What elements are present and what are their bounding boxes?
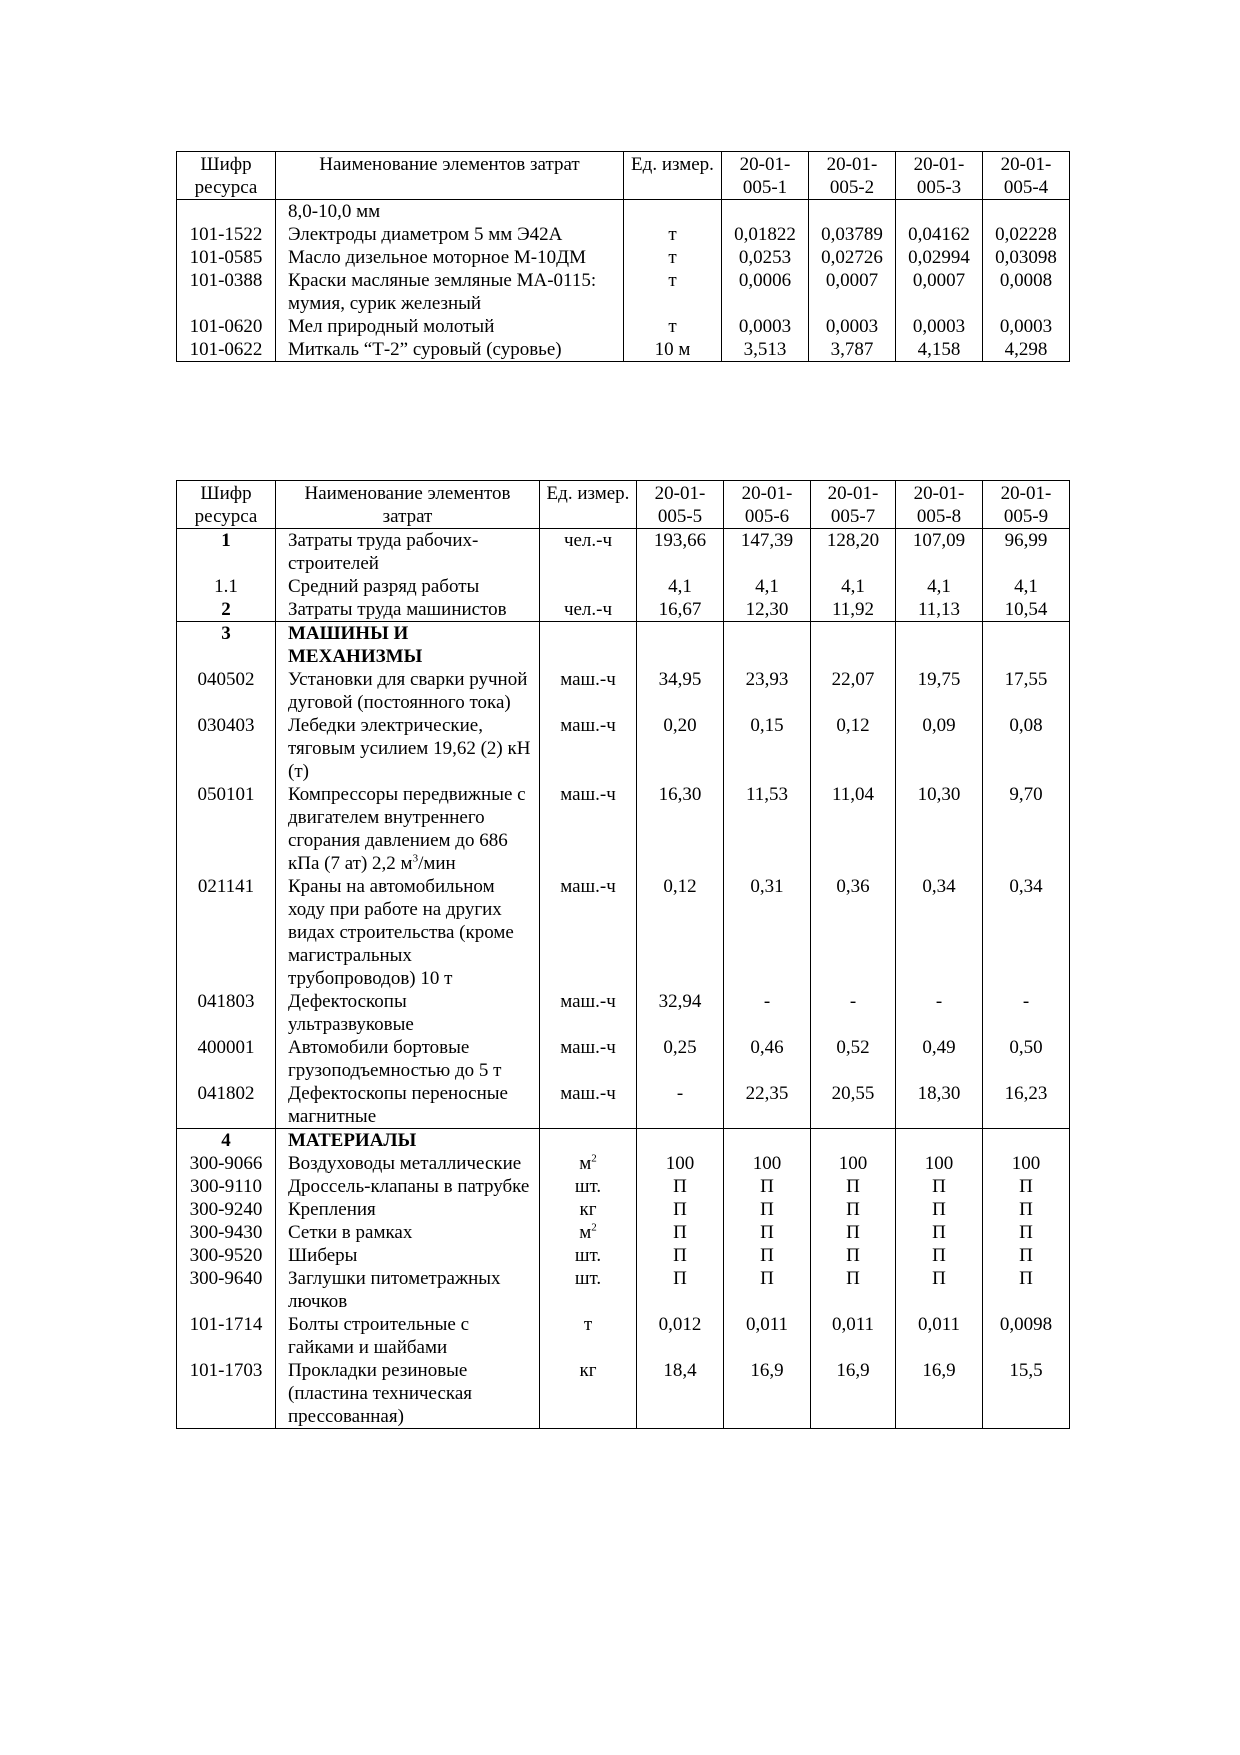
row-value: П bbox=[811, 1175, 896, 1198]
row-value: П bbox=[637, 1198, 724, 1221]
row-value: П bbox=[983, 1221, 1070, 1244]
row-value: 11,53 bbox=[724, 783, 811, 875]
row-name: Установки для сварки ручной дуговой (постоянного тока) bbox=[276, 668, 540, 714]
header-col-3: 20-01-005-3 bbox=[896, 152, 983, 200]
row-unit: кг bbox=[540, 1359, 637, 1429]
row-value: П bbox=[983, 1267, 1070, 1313]
row-name: Прокладки резиновые (пластина техническая прессованная) bbox=[276, 1359, 540, 1429]
row-value: П bbox=[637, 1267, 724, 1313]
row-name: Краны на автомобильном ходу при работе на других видах строительства (кроме магистральных трубопроводов) 10 т bbox=[276, 875, 540, 990]
row-name: Краски масляные земляные МА-0115: мумия, сурик железный bbox=[276, 269, 624, 315]
row-value: 16,9 bbox=[724, 1359, 811, 1429]
row-value: 22,07 bbox=[811, 668, 896, 714]
row-name: Автомобили бортовые грузоподъемностью до 5 т bbox=[276, 1036, 540, 1082]
row-value: 0,52 bbox=[811, 1036, 896, 1082]
row-unit: чел.-ч bbox=[540, 529, 637, 576]
row-value: 107,09 bbox=[896, 529, 983, 576]
row-value: 0,12 bbox=[637, 875, 724, 990]
row-value bbox=[896, 622, 983, 669]
row-value: 0,34 bbox=[983, 875, 1070, 990]
row-value: 18,30 bbox=[896, 1082, 983, 1129]
row-value: 0,25 bbox=[637, 1036, 724, 1082]
row-value: П bbox=[724, 1175, 811, 1198]
row-value: 10,30 bbox=[896, 783, 983, 875]
row-code: 300-9110 bbox=[177, 1175, 276, 1198]
row-code: 040502 bbox=[177, 668, 276, 714]
row-value: - bbox=[724, 990, 811, 1036]
header-name: Наименование элементов затрат bbox=[276, 152, 624, 200]
row-value: 4,1 bbox=[896, 575, 983, 598]
row-value: 0,08 bbox=[983, 714, 1070, 783]
header-col-9: 20-01-005-9 bbox=[983, 481, 1070, 529]
row-value: 4,1 bbox=[983, 575, 1070, 598]
row-value: 0,0003 bbox=[896, 315, 983, 338]
row-value: 0,0003 bbox=[722, 315, 809, 338]
table-row bbox=[177, 1313, 1070, 1359]
row-value: П bbox=[896, 1267, 983, 1313]
row-unit: чел.-ч bbox=[540, 598, 637, 622]
table-row bbox=[177, 1244, 1070, 1267]
row-value: 3,787 bbox=[809, 338, 896, 362]
header-code: Шифр ресурса bbox=[177, 481, 276, 529]
table-row bbox=[177, 1359, 1070, 1429]
row-unit: т bbox=[624, 315, 722, 338]
row-value: 23,93 bbox=[724, 668, 811, 714]
table-row bbox=[177, 269, 1070, 315]
row-value: - bbox=[896, 990, 983, 1036]
row-name: Дефектоскопы переносные магнитные bbox=[276, 1082, 540, 1129]
row-value: 0,20 bbox=[637, 714, 724, 783]
row-name bbox=[276, 783, 540, 875]
row-code: 101-0620 bbox=[177, 315, 276, 338]
row-value: П bbox=[637, 1221, 724, 1244]
row-name: Электроды диаметром 5 мм Э42А bbox=[276, 223, 624, 246]
row-value: 4,298 bbox=[983, 338, 1070, 362]
table-row bbox=[177, 315, 1070, 338]
row-value: 4,1 bbox=[811, 575, 896, 598]
row-value: П bbox=[811, 1221, 896, 1244]
row-value bbox=[811, 622, 896, 669]
row-value: 0,01822 bbox=[722, 223, 809, 246]
row-code: 050101 bbox=[177, 783, 276, 875]
row-value: 17,55 bbox=[983, 668, 1070, 714]
row-value: 0,0003 bbox=[809, 315, 896, 338]
row-value: П bbox=[896, 1244, 983, 1267]
row-value: 4,1 bbox=[637, 575, 724, 598]
row-unit: шт. bbox=[540, 1244, 637, 1267]
row-name: Сетки в рамках bbox=[276, 1221, 540, 1244]
row-code: 3 bbox=[177, 622, 276, 669]
row-code: 101-1522 bbox=[177, 223, 276, 246]
row-name-text: /мин bbox=[418, 853, 456, 874]
header-col-2: 20-01-005-2 bbox=[809, 152, 896, 200]
row-value: 0,011 bbox=[811, 1313, 896, 1359]
row-value: П bbox=[637, 1244, 724, 1267]
row-name: Дефектоскопы ультразвуковые bbox=[276, 990, 540, 1036]
row-value: 11,13 bbox=[896, 598, 983, 622]
row-unit: маш.-ч bbox=[540, 668, 637, 714]
row-name: Лебедки электрические, тяговым усилием 19,62 (2) кН (т) bbox=[276, 714, 540, 783]
row-value: 32,94 bbox=[637, 990, 724, 1036]
row-value: П bbox=[896, 1198, 983, 1221]
row-value: 96,99 bbox=[983, 529, 1070, 576]
table-row bbox=[177, 598, 1070, 622]
row-value: 100 bbox=[724, 1152, 811, 1175]
header-name: Наименование элементов затрат bbox=[276, 481, 540, 529]
row-name: Воздуховоды металлические bbox=[276, 1152, 540, 1175]
table-row bbox=[177, 1267, 1070, 1313]
row-unit: маш.-ч bbox=[540, 875, 637, 990]
row-value: 0,34 bbox=[896, 875, 983, 990]
row-value bbox=[637, 622, 724, 669]
row-value: 12,30 bbox=[724, 598, 811, 622]
row-value: 100 bbox=[637, 1152, 724, 1175]
row-value: 0,03789 bbox=[809, 223, 896, 246]
row-value: 0,36 bbox=[811, 875, 896, 990]
resource-table-2 bbox=[176, 480, 1070, 1429]
row-value: 0,0098 bbox=[983, 1313, 1070, 1359]
table-row bbox=[177, 990, 1070, 1036]
row-name: Заглушки питометражных лючков bbox=[276, 1267, 540, 1313]
table-row bbox=[177, 622, 1070, 669]
row-name: Затраты труда машинистов bbox=[276, 598, 540, 622]
row-code: 4 bbox=[177, 1129, 276, 1153]
row-value: 0,12 bbox=[811, 714, 896, 783]
row-value: 0,0006 bbox=[722, 269, 809, 315]
row-code: 1 bbox=[177, 529, 276, 576]
table-row bbox=[177, 783, 1070, 875]
row-value: 0,50 bbox=[983, 1036, 1070, 1082]
table-row bbox=[177, 200, 1070, 224]
row-value: 147,39 bbox=[724, 529, 811, 576]
row-value: 4,158 bbox=[896, 338, 983, 362]
table-row bbox=[177, 246, 1070, 269]
row-value bbox=[983, 1129, 1070, 1153]
row-value: П bbox=[811, 1267, 896, 1313]
row-value: 0,011 bbox=[896, 1313, 983, 1359]
row-unit: маш.-ч bbox=[540, 1082, 637, 1129]
row-value: 100 bbox=[896, 1152, 983, 1175]
row-name: МАШИНЫ И МЕХАНИЗМЫ bbox=[276, 622, 540, 669]
table-row bbox=[177, 1175, 1070, 1198]
row-code: 300-9240 bbox=[177, 1198, 276, 1221]
row-code: 101-1714 bbox=[177, 1313, 276, 1359]
row-code: 101-0622 bbox=[177, 338, 276, 362]
row-unit-text: м bbox=[579, 1153, 592, 1174]
header-col-1: 20-01-005-1 bbox=[722, 152, 809, 200]
row-value: - bbox=[983, 990, 1070, 1036]
row-value: 100 bbox=[811, 1152, 896, 1175]
header-col-4: 20-01-005-4 bbox=[983, 152, 1070, 200]
table-row bbox=[177, 575, 1070, 598]
row-value: 11,92 bbox=[811, 598, 896, 622]
row-unit: шт. bbox=[540, 1175, 637, 1198]
header-col-6: 20-01-005-6 bbox=[724, 481, 811, 529]
row-value: 0,03098 bbox=[983, 246, 1070, 269]
row-value: 128,20 bbox=[811, 529, 896, 576]
row-value: 0,04162 bbox=[896, 223, 983, 246]
row-unit: кг bbox=[540, 1198, 637, 1221]
row-code: 1.1 bbox=[177, 575, 276, 598]
row-value: 3,513 bbox=[722, 338, 809, 362]
row-name: Шиберы bbox=[276, 1244, 540, 1267]
row-value: П bbox=[983, 1198, 1070, 1221]
row-value: - bbox=[811, 990, 896, 1036]
row-value: 16,23 bbox=[983, 1082, 1070, 1129]
row-value bbox=[811, 1129, 896, 1153]
row-unit bbox=[540, 1129, 637, 1153]
row-value: 0,31 bbox=[724, 875, 811, 990]
table-row bbox=[177, 1129, 1070, 1153]
row-unit-text: м bbox=[579, 1222, 592, 1243]
row-unit bbox=[540, 575, 637, 598]
row-value: 0,0008 bbox=[983, 269, 1070, 315]
row-value: 0,012 bbox=[637, 1313, 724, 1359]
table-row bbox=[177, 1152, 1070, 1175]
row-value: 9,70 bbox=[983, 783, 1070, 875]
table-row bbox=[177, 529, 1070, 576]
row-code: 041802 bbox=[177, 1082, 276, 1129]
row-value: 193,66 bbox=[637, 529, 724, 576]
row-name: Миткаль “Т-2” суровый (суровье) bbox=[276, 338, 624, 362]
row-value: 0,46 bbox=[724, 1036, 811, 1082]
row-value: П bbox=[724, 1267, 811, 1313]
row-unit: т bbox=[624, 246, 722, 269]
header-col-7: 20-01-005-7 bbox=[811, 481, 896, 529]
row-unit bbox=[540, 622, 637, 669]
row-unit: маш.-ч bbox=[540, 990, 637, 1036]
resource-table-1 bbox=[176, 151, 1070, 362]
table-row bbox=[177, 1036, 1070, 1082]
header-unit: Ед. измер. bbox=[540, 481, 637, 529]
table-row bbox=[177, 1198, 1070, 1221]
row-unit bbox=[540, 1221, 637, 1244]
row-name: Мел природный молотый bbox=[276, 315, 624, 338]
row-unit-superscript: 2 bbox=[591, 1152, 597, 1165]
table-header-row bbox=[177, 152, 1070, 200]
table-row bbox=[177, 1221, 1070, 1244]
row-value: 0,02994 bbox=[896, 246, 983, 269]
row-value: 4,1 bbox=[724, 575, 811, 598]
row-value: П bbox=[983, 1244, 1070, 1267]
row-code: 300-9520 bbox=[177, 1244, 276, 1267]
row-value: П bbox=[637, 1175, 724, 1198]
row-value bbox=[637, 1129, 724, 1153]
row-value: 18,4 bbox=[637, 1359, 724, 1429]
row-value: 10,54 bbox=[983, 598, 1070, 622]
row-code: 400001 bbox=[177, 1036, 276, 1082]
row-value: 0,0007 bbox=[896, 269, 983, 315]
row-value: 16,9 bbox=[896, 1359, 983, 1429]
row-name: МАТЕРИАЛЫ bbox=[276, 1129, 540, 1153]
row-code: 030403 bbox=[177, 714, 276, 783]
table-row bbox=[177, 875, 1070, 990]
row-value: 15,5 bbox=[983, 1359, 1070, 1429]
table-row bbox=[177, 338, 1070, 362]
row-value: 19,75 bbox=[896, 668, 983, 714]
header-col-5: 20-01-005-5 bbox=[637, 481, 724, 529]
row-name: Крепления bbox=[276, 1198, 540, 1221]
row-unit: т bbox=[624, 269, 722, 315]
row-value bbox=[724, 1129, 811, 1153]
row-name-text: Компрессоры передвижные с двигателем внутреннего сгорания давлением до 686 кПа (7 ат) 2,2 м bbox=[288, 784, 526, 874]
row-value bbox=[724, 622, 811, 669]
row-value: 0,49 bbox=[896, 1036, 983, 1082]
row-value: 34,95 bbox=[637, 668, 724, 714]
row-unit: шт. bbox=[540, 1267, 637, 1313]
row-value: П bbox=[896, 1175, 983, 1198]
row-code: 101-1703 bbox=[177, 1359, 276, 1429]
row-value: 0,02726 bbox=[809, 246, 896, 269]
table-row bbox=[177, 714, 1070, 783]
row-unit: маш.-ч bbox=[540, 1036, 637, 1082]
row-value: 100 bbox=[983, 1152, 1070, 1175]
row-unit bbox=[540, 1152, 637, 1175]
table-row bbox=[177, 223, 1070, 246]
row-value: 22,35 bbox=[724, 1082, 811, 1129]
row-code: 300-9640 bbox=[177, 1267, 276, 1313]
table-header-row bbox=[177, 481, 1070, 529]
row-value: 0,0007 bbox=[809, 269, 896, 315]
row-name: Масло дизельное моторное М-10ДМ bbox=[276, 246, 624, 269]
row-value: П bbox=[724, 1244, 811, 1267]
row-value: 0,0003 bbox=[983, 315, 1070, 338]
row-name-superscript: 3 bbox=[412, 852, 419, 865]
table-row bbox=[177, 668, 1070, 714]
row-code: 021141 bbox=[177, 875, 276, 990]
row-value: - bbox=[637, 1082, 724, 1129]
row-value: 16,9 bbox=[811, 1359, 896, 1429]
row-unit: маш.-ч bbox=[540, 783, 637, 875]
header-unit: Ед. измер. bbox=[624, 152, 722, 200]
row-code: 2 bbox=[177, 598, 276, 622]
row-value: 0,02228 bbox=[983, 223, 1070, 246]
row-code: 300-9430 bbox=[177, 1221, 276, 1244]
header-code: Шифр ресурса bbox=[177, 152, 276, 200]
table-row bbox=[177, 1082, 1070, 1129]
row-value: 16,67 bbox=[637, 598, 724, 622]
row-code: 101-0585 bbox=[177, 246, 276, 269]
row-value bbox=[983, 622, 1070, 669]
row-value bbox=[896, 1129, 983, 1153]
row-name: Средний разряд работы bbox=[276, 575, 540, 598]
row-name: Затраты труда рабочих-строителей bbox=[276, 529, 540, 576]
row-value: П bbox=[724, 1221, 811, 1244]
row-code: 300-9066 bbox=[177, 1152, 276, 1175]
header-col-8: 20-01-005-8 bbox=[896, 481, 983, 529]
row-name: Болты строительные с гайками и шайбами bbox=[276, 1313, 540, 1359]
row-unit: т bbox=[624, 223, 722, 246]
row-unit-superscript: 2 bbox=[591, 1221, 597, 1234]
row-code: 041803 bbox=[177, 990, 276, 1036]
row-value: 0,0253 bbox=[722, 246, 809, 269]
row-unit: 10 м bbox=[624, 338, 722, 362]
row-value: 16,30 bbox=[637, 783, 724, 875]
row-value: П bbox=[811, 1244, 896, 1267]
row-value: 0,15 bbox=[724, 714, 811, 783]
row-value: 0,09 bbox=[896, 714, 983, 783]
row-unit: маш.-ч bbox=[540, 714, 637, 783]
row-value: П bbox=[724, 1198, 811, 1221]
row-value: 20,55 bbox=[811, 1082, 896, 1129]
row-value: 0,011 bbox=[724, 1313, 811, 1359]
row-value: П bbox=[811, 1198, 896, 1221]
row-value: П bbox=[983, 1175, 1070, 1198]
row-value: 11,04 bbox=[811, 783, 896, 875]
row-unit: т bbox=[540, 1313, 637, 1359]
row-name: Дроссель-клапаны в патрубке bbox=[276, 1175, 540, 1198]
continued-text: 8,0-10,0 мм bbox=[276, 200, 624, 224]
row-value: П bbox=[896, 1221, 983, 1244]
row-code: 101-0388 bbox=[177, 269, 276, 315]
